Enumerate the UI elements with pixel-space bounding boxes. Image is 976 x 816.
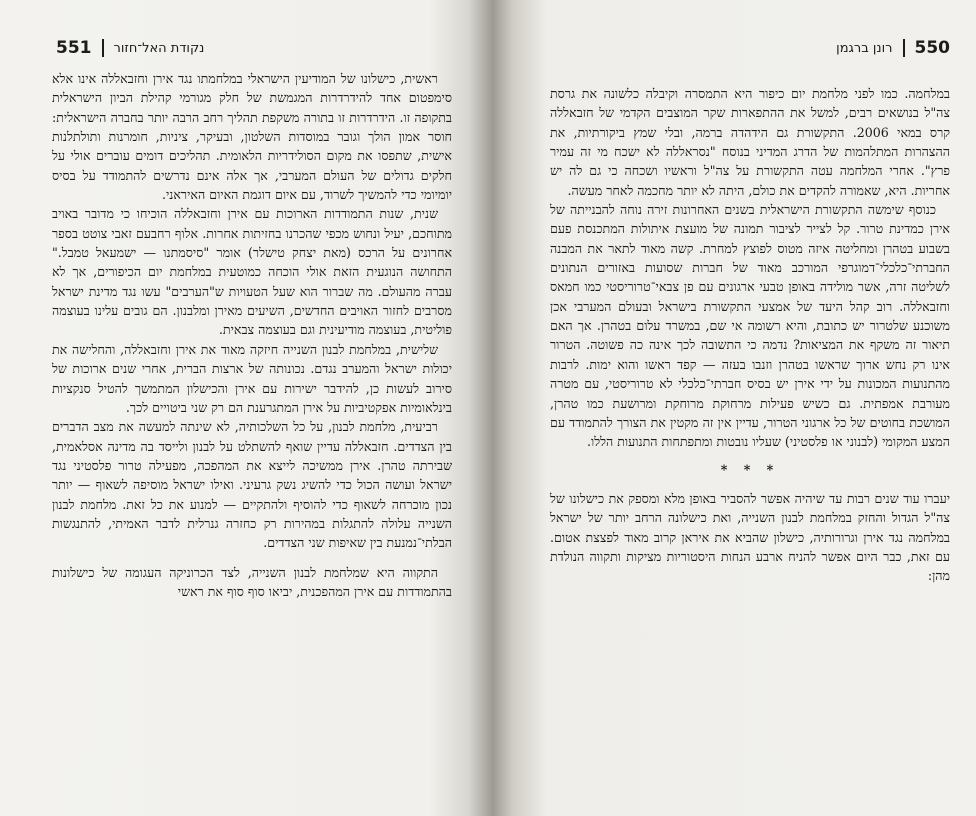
right-paragraph-1: במלחמה. כמו לפני מלחמת יום כיפור היא התמסרה וקיבלה כלשונה את גרסת צה"ל בנושאים רבים, למשל את ההתפארות שקר המוצבים הקדמי של חזבאללה קרס במאי 2006. התקשורת גם הידהדה ברמה, ובלי שמץ ביקורתיות, את ההצהרות המתלהמות של הדרג המדיני בנוסח "נסראללה לא ישכח מי זה עמיר פרץ". אחרי המלחמה עטה התקשורת על צה"ל וראשיו ושכחה כי גם לה יש אחריות. היא, שאמורה להקדים את כולם, היתה לא יותר מחכמה לאחר מעשה. — [550, 86, 950, 198]
right-page-header — [836, 36, 950, 60]
left-paragraph-2: שנית, שנות התמודדות הארוכות עם אירן וחזבאללה הוכיחו כי מדובר באויב מתוחכם, יעיל ונחוש מכפי שהכרנו בחזיתות אחרות. אלוף רחבעם זאבי צוטט בספר אחרונים על הרכס (מאת יצחק טישלר) אומר "סיסמתנו — ישמעאל טמבל." התחושה הנוגעית הזאת אולי הוכחה כמוטעית במלחמת יום הכיפורים, אך לא עברה מהעולם. מה שברור הוא שעל הטעויות ש"הערבים" עשו נגד מדינת ישראל מסרבים לחזור האויבים החדשים, השיעים מאירן ומלבנון. הם גובים עלינו בעוצמה פוליטית, בעוצמה מודיעינית וגם בעוצמה צבאית. — [52, 206, 452, 338]
right-running-title: רונן ברגמן — [836, 40, 893, 56]
left-page-body — [52, 69, 452, 601]
left-paragraph-3: שלישית, במלחמת לבנון השנייה חיזקה מאוד את אירן וחזבאללה, והחלישה את יכולות ישראל והמערב נגדם. נכונותה של ארצות הברית, אחרי שנים ארוכות של סירוב לעשות כן, להידבר ישירות עם אירן והכישלון המתמשך להטיל סנקציות בינלאומיות אפקטיביות על אירן המתגרענת הם רק שני ביטויים לכך. — [52, 341, 452, 415]
left-paragraph-1: ראשית, כישלונו של המודיעין הישראלי במלחמתו נגד אירן וחזבאללה אינו אלא סימפטום אחד להידרדרות המגמשת של חלק מגורמי קהילת הביון הישראלית בתקופה זו. הידרדרות זו בתורה משקפת תהליך רחב הרבה יותר בחברה הישראלית: חוסר אמון הולך וגובר במוסדות השלטון, ובעיקר, ציניות, חומרנות ותולתלנות אישית, שתפסו את מקום הסולידריות הלאומית. תהליכים דומים עוברים אולי על חלקים גדולים של העולם המערבי, אך אלה אינם נדרשים להתמודד על בסיס יומיומי כדי להמשיך לשרוד, עם איום דוגמת האיום האיראני. — [52, 71, 452, 203]
left-paragraph-4: רביעית, מלחמת לבנון, על כל השלכותיה, לא שינתה למעשה את מצב הדברים בין הצדדים. חזבאללה עדיין שואף להשתלט על לבנון ולייסד בה מדינה אסלאמית, שבירתה טהרן. אירן ממשיכה לייצא את המהפכה, מפעילה טרור פלסטיני נגד ישראל ועושה הכול כדי להשיג נשק גרעיני. ואילו ישראל מוסיפה לשאוף — יותר נכון מוכרחה לשאוף כדי להוסיף ולהתקיים — למנוע את כל זאת. מלחמת לבנון השנייה עלולה להתגלות במהירות רק כחזרה גנרלית לדבר האמיתי, להתנגשות הבלתי־נמנעת בין שאיפות שני הצדדים. — [52, 419, 452, 551]
header-divider — [903, 39, 905, 57]
left-closing-paragraph: התקווה היא שמלחמת לבנון השנייה, לצד הכרוניקה העגומה של כישלונות בהתמודדות עם אירן המהפכנית, יביאו סוף סוף את ראשי — [52, 564, 452, 599]
section-break: * * * — [720, 461, 780, 477]
left-running-title: נקודת האל־חזור — [113, 40, 205, 56]
right-page-body — [550, 84, 950, 586]
header-divider — [102, 39, 104, 57]
left-page-header — [56, 36, 204, 60]
right-paragraph-2: כנוסף שימשה התקשורת הישראלית בשנים האחרונות זירה נוחה להבנייתה של אירן כמדינת טרור. קל לצייר לציבור תמונה של מועצת איתולות המתכנסת פעם בשבוע בטהרן ומחליטה איזה מטוס לפוצץ למחרת. קשה מאוד לתאר את המבנה החברתי־כלכלי־דמוגרפי המורכב מאוד של חברות שסועות באזורים הנתונים לשליטה זרה, אשר מולידה באופן טבעי ארגונים עם פן צבאי־טרוריסטי כמו חמאס וחזבאללה. רוב קהל היעד של אמצעי התקשורת בישראל ובעולם המערבי אכן משוכנע שלטרור יש כתובת, והיא רשומה אי שם, במשרד עלום בטהרן. אך האם תיאור זה משקף את המציאות? נדמה כי התשובה לכך אינה כה פשוטה. הטרור אינו רק נחש ארוך שראשו בטהרן וזנבו בעזה — קפד ראשו והוא ימות. לרבות מהתנועות המכונות על ידי אירן יש בסיס חברתי־כלכלי לא טרוריסטי, עם מטרה מעורבת אמפתית. גם כשיש פעילות מרחוקת מרוחקת ומרושעת כמו טהרן, המושכת בחוטים של כל ארגוני הטרור, עדיין אין זה מקטין את הצורך להתמודד עם המצע המקומי (לבנוני או פלסטיני) שעליו נובטות ומתפתחות התנועות הללו. — [550, 202, 950, 450]
right-page — [490, 0, 976, 816]
left-page-number: 551 — [56, 38, 92, 58]
right-paragraph-3: יעברו עוד שנים רבות עד שיהיה אפשר להסביר באופן מלא ומספק את כישלונו של צה"ל הגדול והחזק במלחמת לבנון השנייה, ואת כישלונה הרחב יותר של ישראל במלחמה נגד אירן וגרורותיה, כישלון שהביא את איראן קרוב מאוד לפצצת אטום. עם זאת, כבר היום אפשר להניח ארבע הנחות היסטוריות מציקות ותקווה הנולדת מהן: — [550, 490, 950, 584]
right-page-number: 550 — [914, 38, 950, 58]
